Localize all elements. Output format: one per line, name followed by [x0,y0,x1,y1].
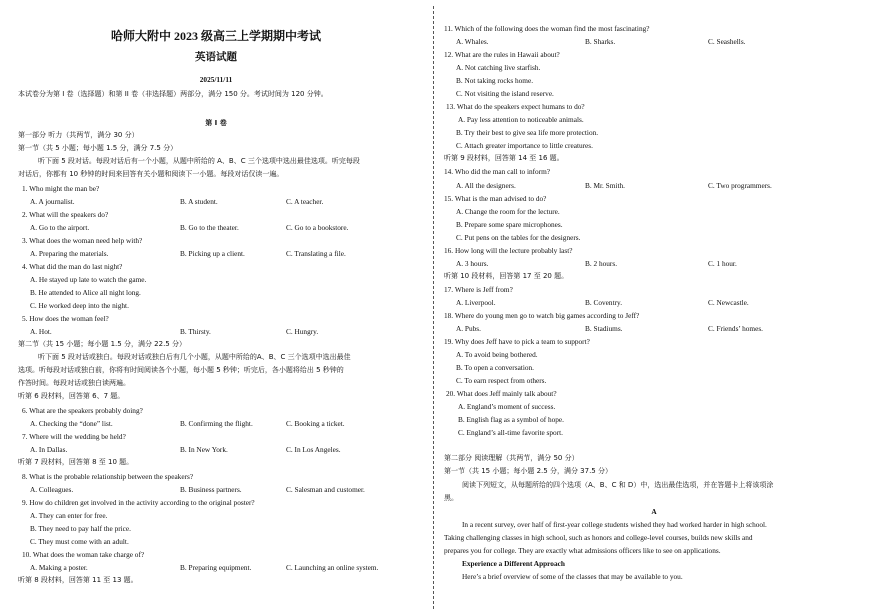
option: B. Try their best to give sea life more protection. [456,128,599,137]
option: B. Prepare some spare microphones. [456,220,563,229]
section1-instruction: 听下面 5 段对话。每段对话后有一个小题，从题中所给的 A、B、C 三个选项中选出最佳选项。听完每段 [38,157,360,165]
material-label: 听第 6 段材料，回答第 6、7 题。 [18,392,125,400]
passage-text: prepares you for college. They are exactly what admissions officers like to see on applications. [444,546,721,555]
option: B. A student. [180,197,218,206]
option: B. Stadiums. [585,324,623,333]
question-stem: 5. How does the woman feel? [22,314,109,323]
option: A. All the designers. [456,181,516,190]
option: B. Sharks. [585,37,616,46]
question-stem: 2. What will the speakers do? [22,210,109,219]
option: A. Pay less attention to noticeable animals. [458,115,584,124]
option: A. 3 hours. [456,259,489,268]
section2-instruction: 听下面 5 段对话或独白。每段对话或独白后有几个小题，从题中所给的A、B、C 三个选项中选出最佳 [38,353,351,361]
passage-subheading: Experience a Different Approach [462,559,565,568]
option: B. Mr. Smith. [585,181,625,190]
material-label: 听第 8 段材料，回答第 11 至 13 题。 [18,576,138,584]
passage-text: In a recent survey, over half of first-year college students wished they had worked harder in high school. [462,520,767,529]
part2-instruction: 黑。 [444,494,458,502]
option: A. Preparing the materials. [30,249,109,258]
option: C. In Los Angeles. [286,445,341,454]
option: C. Newcastle. [708,298,749,307]
option: B. In New York. [180,445,228,454]
option: B. 2 hours. [585,259,618,268]
option: B. English flag as a symbol of hope. [458,415,564,424]
question-stem: 1. Who might the man be? [22,184,100,193]
option: A. In Dallas. [30,445,68,454]
option: A. To avoid being bothered. [456,350,538,359]
option: C. Launching an online system. [286,563,379,572]
option: C. Hungry. [286,327,319,336]
question-stem: 19. Why does Jeff have to pick a team to support? [444,337,590,346]
option: B. He attended to Alice all night long. [30,288,141,297]
question-stem: 10. What does the woman take charge of? [22,550,145,559]
option: C. Two programmers. [708,181,772,190]
question-stem: 7. Where will the wedding be held? [22,432,126,441]
option: C. Friends’ homes. [708,324,763,333]
option: A. Liverpool. [456,298,496,307]
left-column [0,0,432,615]
volume-label: 第 I 卷 [205,119,227,127]
option: C. Booking a ticket. [286,419,345,428]
question-stem: 18. Where do young men go to watch big games according to Jeff? [444,311,640,320]
option: A. They can enter for free. [30,511,108,520]
option: C. Put pens on the tables for the designers. [456,233,581,242]
option: C. Salesman and customer. [286,485,365,494]
section2-instruction: 选项。听每段对话或独白前，你将有时间阅读各个小题，每小题 5 秒钟；听完后，各小题将给出 5 秒钟的 [18,366,344,374]
question-stem: 17. Where is Jeff from? [444,285,513,294]
option: C. Seashells. [708,37,746,46]
option: A. Colleagues. [30,485,74,494]
option: A. Making a poster. [30,563,88,572]
option: B. Preparing equipment. [180,563,252,572]
material-label: 听第 9 段材料，回答第 14 至 16 题。 [444,154,564,162]
option: C. Attach greater importance to little creatures. [456,141,593,150]
option: B. Confirming the flight. [180,419,253,428]
passage-text: Taking challenging classes in high school, such as honors and college-level courses, builds new skills and [444,533,753,542]
question-stem: 6. What are the speakers probably doing? [22,406,143,415]
option: A. England’s moment of success. [458,402,556,411]
option: C. They must come with an adult. [30,537,129,546]
question-stem: 14. Who did the man call to inform? [444,167,551,176]
option: A. Go to the airport. [30,223,90,232]
question-stem: 9. How do children get involved in the activity according to the original poster? [22,498,255,507]
exam-title: 哈师大附中 2023 级高三上学期期中考试 [110,29,321,43]
option: A. Checking the “done” list. [30,419,113,428]
material-label: 听第 10 段材料，回答第 17 至 20 题。 [444,272,569,280]
option: B. Not taking rocks home. [456,76,534,85]
option: B. Go to the theater. [180,223,239,232]
question-stem: 4. What did the man do last night? [22,262,123,271]
question-stem: 16. How long will the lecture probably last? [444,246,573,255]
option: C. 1 hour. [708,259,737,268]
section1-instruction: 对话后，你都有 10 秒钟的时间来回答有关小题和阅读下一小题。每段对话仅读一遍。 [18,170,284,178]
option: C. To earn respect from others. [456,376,547,385]
option: B. To open a conversation. [456,363,534,372]
question-stem: 20. What does Jeff mainly talk about? [446,389,557,398]
part2-heading: 第二部分 阅读理解（共两节，满分 50 分） [444,454,579,462]
material-label: 听第 7 段材料，回答第 8 至 10 题。 [18,458,134,466]
option: B. Business partners. [180,485,242,494]
question-stem: 13. What do the speakers expect humans to do? [446,102,585,111]
question-stem: 15. What is the man advised to do? [444,194,547,203]
question-stem: 11. Which of the following does the woman find the most fascinating? [444,24,650,33]
option: C. Translating a file. [286,249,346,258]
question-stem: 12. What are the rules in Hawaii about? [444,50,560,59]
option: A. Pubs. [456,324,481,333]
question-stem: 3. What does the woman need help with? [22,236,143,245]
option: C. Not visiting the island reserve. [456,89,554,98]
part2-instruction: 阅读下列短文，从每题所给的四个选项（A、B、C 和 D）中，选出最佳选项，并在答题卡上将该项涂 [462,481,774,489]
exam-date: 2025/11/11 [199,75,233,84]
right-column [438,0,870,615]
option: C. A teacher. [286,197,324,206]
question-stem: 8. What is the probable relationship between the speakers? [22,472,194,481]
option: A. He stayed up late to watch the game. [30,275,147,284]
passage-text: Here’s a brief overview of some of the classes that may be available to you. [462,572,683,581]
option: A. Whales. [456,37,489,46]
option: A. A journalist. [30,197,75,206]
option: A. Not catching live starfish. [456,63,541,72]
option: C. He worked deep into the night. [30,301,129,310]
option: C. England’s all-time favorite sport. [458,428,563,437]
exam-intro: 本试卷分为第 I 卷（选择题）和第 II 卷（非选择题）两部分，满分 150 分。考试时间为 120 分钟。 [18,90,328,98]
part2-section1-heading: 第一节（共 15 小题；每小题 2.5 分，满分 37.5 分） [444,467,612,475]
part1-section2-heading: 第二节（共 15 小题；每小题 1.5 分，满分 22.5 分） [18,340,186,348]
passage-label: A [651,507,657,516]
section2-instruction: 作答时间。每段对话或独白读两遍。 [18,379,130,387]
option: A. Hot. [30,327,52,336]
option: A. Change the room for the lecture. [456,207,560,216]
option: B. Picking up a client. [180,249,245,258]
option: B. Thirsty. [180,327,211,336]
option: C. Go to a bookstore. [286,223,349,232]
part1-heading: 第一部分 听力（共两节，满分 30 分） [18,131,139,139]
part1-section1-heading: 第一节（共 5 小题；每小题 1.5 分，满分 7.5 分） [18,144,178,152]
option: B. Coventry. [585,298,623,307]
option: B. They need to pay half the price. [30,524,131,533]
column-divider [433,6,434,609]
exam-subject: 英语试题 [195,52,237,63]
